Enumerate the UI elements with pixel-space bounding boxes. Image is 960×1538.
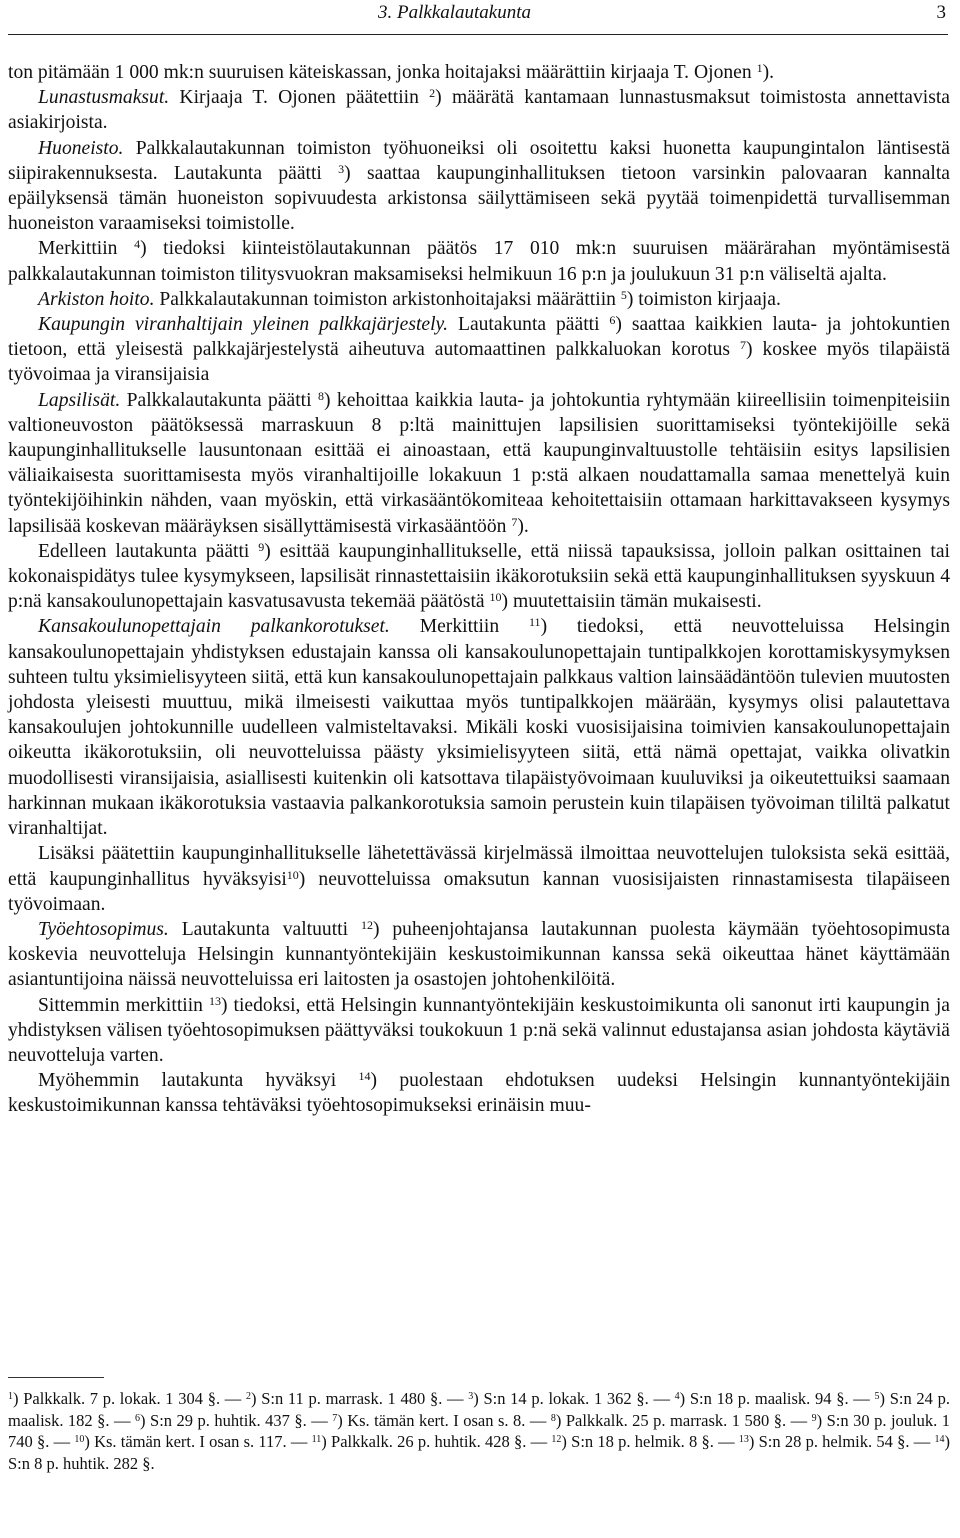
footnote-ref: 1 [8, 1391, 13, 1402]
text-run: Sittemmin merkittiin [38, 994, 209, 1016]
text-run: Palkkalautakunnan toimiston työhuoneiksi oli osoitettu kaksi huonetta kaupungintalon läntisestä siipirakennuksesta. Lautakunta päätti [8, 137, 950, 184]
paragraph [8, 136, 950, 237]
text-run: Palkkalautakunnan toimiston arkistonhoitajaksi määrättiin [154, 288, 621, 310]
text-run: Lautakunta päätti [448, 314, 610, 336]
text-run: ) kehoittaa kaikkia lauta- ja johtokuntia ryhtymään kiireellisiin toimenpiteisiin valtioneuvoston päätöksessä marraskuun 8 p:ltä mainittujen lapsilisien suorittamiseksi työntekijöille sekä kaupunginhallitukselle lausuntonaan esittää ei ainoastaan, että kaupunginvaltuustolle tehtäisiin esitys lapsilisien väliaikaisesta suorittamisesta myös viranhaltijoille lokakuun 1 p:stä alkaen noudattamalla samaa menettelyä kuin työntekijöihinkin nähden, vaan myöskin, että virkasääntökomiteaa kehoitettaisiin ottamaan harkittavakseen kysymys lapsilisää koskevan määräyksen sisällyttämisestä virkasääntöön [8, 389, 950, 537]
footnote-ref: 13 [208, 993, 221, 1008]
paragraph [8, 236, 950, 286]
paragraph [8, 85, 950, 135]
section-heading: Arkiston hoito. [38, 288, 155, 310]
body-text [8, 60, 950, 1119]
text-run: ) esittää kaupunginhallitukselle, että niissä tapauksissa, jolloin palkan osittainen tai kokonaispidätys tulee kysymykseen, lapsilisät rinnastettaisiin ikäkorotuksiin sekä että kaupunginhallituksen syyskuun 4 p:nä kansakoulunopettajain kasvatusavusta tekemää päätöstä [8, 540, 950, 613]
text-run: ) tiedoksi kiinteistölautakunnan päätös 17 010 mk:n suuruisen määrärahan myöntämisestä palkkalautakunnan toimiston tilitysvuokran maksamiseksi helmikuun 16 p:n ja joulukuun 31 p:n väliseltä ajalta. [8, 238, 950, 285]
paragraph [8, 841, 950, 917]
footnote-ref: 10 [74, 1434, 85, 1445]
text-run: ) määrätä kantamaan lunnastusmaksut toimistosta annettavista asiakirjoista. [8, 87, 950, 134]
text-run: ) S:n 11 p. marrask. 1 480 §. — [251, 1389, 469, 1408]
footnote-ref: 7 [740, 338, 746, 353]
section-heading: Lapsilisät. [38, 389, 121, 411]
paragraph [8, 539, 950, 615]
text-run: ) Ks. tämän kert. I osan s. 8. — [337, 1410, 551, 1430]
page-number: 3 [936, 2, 946, 23]
paragraph [8, 614, 950, 841]
text-run: Merkittiin [38, 238, 135, 260]
text-run: ) S:n 30 p. jouluk. 1 740 §. — [8, 1410, 950, 1451]
text-run: ). [517, 515, 529, 537]
footnote-ref: 11 [311, 1434, 322, 1445]
footnote-ref: 10 [286, 867, 299, 882]
text-run: ) muutettaisiin tämän mukaisesti. [501, 591, 762, 613]
section-heading: Työehtosopimus. [38, 918, 169, 940]
text-run: ) saattaa kaikkien lauta- ja johtokuntien tietoon, että yleisestä palkkajärjestelystä aiheutuva automaattinen palkkaluokan korotus [8, 314, 950, 361]
text-run: ) saattaa kaupunginhallituksen tietoon varsinkin palovaaran kannalta epäilyksensä tämän huoneiston sopivuudesta arkistonsa säilyttämiseen sekä pyytää toimenpidettä turvallisemman huoneiston varaamiseksi toimistolle. [8, 162, 950, 235]
paragraph [8, 1068, 950, 1118]
text-run: ) S:n 18 p. helmik. 8 §. — [561, 1432, 739, 1451]
text-run: ). [762, 62, 774, 83]
section-heading: Kaupungin viranhaltijain yleinen palkkajärjestely. [38, 314, 449, 336]
text-run: ) neuvotteluissa omaksutun kannan vuosisijaisten rinnastamisesta tilapäiseen työvoimaan. [8, 868, 951, 915]
footnote-ref: 12 [551, 1434, 562, 1445]
text-run: ) tiedoksi, että neuvotteluissa Helsingin kansakoulunopettajain yhdistyksen edustajain kanssa oli kansakoulunopettajain tuntipalkkojen korottamiskysymyksen suhteen tultu yksimielisyyteen siitä, että kun kansakoulunopettajain palkkaus valtion lainsäädäntöön tulevien muutosten johdosta yleisesti muuttuu, mikä ilmeisesti vaikuttaa myös tuntipalkkojen määrään, kysymys olisi palautettava kansakoulujen johtokunnille uudelleen valmisteltavaksi. Mikäli koski vuosisijaisina toimivien kansakoulunopettajain oikeutta ikäkorotuksiin, oli neuvotteluissa päästy yksimielisyyteen siitä, että nämä opettajat, vaikka olivatkin muodollisesti viransijaisia, asiallisesti kuitenkin oli katsottava tilapäistyövoimaan kuuluviksi ja oikeutettuiksi saamaan harkinnan mukaan ikäkorotuksia vastaavia palkankorotuksia samoin perustein kuin tilapäisen työvoiman tililtä palkatut viranhaltijat. [8, 616, 950, 840]
footnote-ref: 3 [338, 161, 345, 176]
footnote-ref: 8 [550, 1412, 556, 1424]
text-run: ) S:n 24 p. maalisk. 182 §. — [8, 1389, 950, 1430]
footnote-ref: 5 [874, 1391, 880, 1402]
text-run: ton pitämään 1 000 mk:n suuruisen käteiskassan, jonka hoitajaksi määrättiin kirjaaja T. Ojonen [8, 62, 757, 83]
running-title: 3. Palkkalautakunta [378, 2, 532, 23]
footnote-ref: 9 [258, 539, 265, 554]
footnote-ref: 3 [468, 1391, 474, 1402]
footnote-ref: 8 [317, 388, 324, 403]
text-run: ) puolestaan ehdotuksen uudeksi Helsingin kunnantyöntekijäin keskustoimikunnan kanssa tehtäväksi työehtosopimukseksi erinäisin muu- [8, 1070, 950, 1117]
footnote-ref: 7 [511, 514, 518, 529]
paragraph [8, 388, 950, 539]
paragraph [8, 993, 950, 1069]
text-run: ) Ks. tämän kert. I osan s. 117. — [84, 1432, 312, 1451]
text-run: Kirjaaja T. Ojonen päätettiin [169, 87, 430, 109]
text-run: Lisäksi päätettiin kaupunginhallitukselle lähetettävässä kirjelmässä ilmoittaa neuvottelujen tuloksista sekä esittää, että kaupunginhallitus hyväksyisi [8, 843, 950, 890]
section-heading: Lunastusmaksut. [38, 87, 170, 109]
paragraph [8, 312, 950, 388]
text-run: ) Palkkalk. 25 p. marrask. 1 580 §. — [555, 1410, 812, 1430]
footnote-ref: 4 [134, 237, 141, 252]
text-run: Myöhemmin lautakunta hyväksyi [38, 1070, 359, 1092]
paragraph [8, 287, 950, 312]
footnotes [8, 1388, 950, 1474]
footnote-ref: 11 [529, 615, 541, 630]
running-header [8, 0, 948, 35]
text-run: Palkkalautakunta päätti [120, 389, 318, 411]
text-run: ) toimiston kirjaaja. [626, 288, 781, 310]
footnote-ref: 6 [135, 1412, 141, 1424]
text-run: ) S:n 14 p. lokak. 1 362 §. — [473, 1389, 675, 1408]
paragraph [8, 917, 950, 993]
text-run: ) koskee myös tilapäistä työvoimaa ja viransijaisia [8, 339, 950, 386]
text-run: ) S:n 29 p. huhtik. 437 §. — [140, 1410, 333, 1430]
footnote-ref: 12 [360, 917, 373, 932]
footnote-ref: 13 [738, 1434, 749, 1445]
footnote-rule [8, 1377, 104, 1378]
footnote-ref: 1 [756, 61, 763, 75]
footnote-ref: 2 [246, 1391, 251, 1402]
text-run: ) S:n 28 p. helmik. 54 §. — [748, 1432, 935, 1451]
text-run: ) puheenjohtajansa lautakunnan puolesta käymään työehtosopimusta koskevia neuvotteluja Helsingin kunnantyöntekijäin keskustoimikunnan kanssa sekä oikeuttaa hänet käyttämään asiantuntijoina näissä neuvotteluissa eri laitosten ja osastojen johtohenkilöitä. [8, 918, 950, 991]
footnote-ref: 14 [934, 1434, 945, 1445]
text-run: ) S:n 18 p. maalisk. 94 §. — [679, 1389, 875, 1408]
footnote-ref: 14 [358, 1069, 371, 1084]
text-run: ) tiedoksi, että Helsingin kunnantyöntekijäin keskustoimikunta oli sanonut irti kaupungin ja yhdistyksen välisen työehtosopimuksen päättyväksi toukokuun 1 p:nä sekä valinnut edustajansa asian johdosta käytäviä neuvotteluja varten. [8, 994, 950, 1066]
text-run: Edelleen lautakunta päätti [38, 540, 259, 562]
footnote-ref: 2 [429, 86, 436, 101]
footnote-text [8, 1388, 950, 1474]
text-run: Merkittiin [389, 616, 529, 638]
footnote-ref: 4 [674, 1391, 680, 1402]
footnote-ref: 6 [609, 313, 616, 328]
footnote-ref: 7 [332, 1412, 338, 1424]
footnote-ref: 5 [620, 287, 627, 302]
footnote-ref: 9 [811, 1412, 817, 1424]
text-run: ) S:n 8 p. huhtik. 282 §. [8, 1432, 950, 1473]
section-heading: Kansakoulunopettajain palkankorotukset. [38, 616, 390, 638]
section-heading: Huoneisto. [38, 137, 124, 159]
text-run: Lautakunta valtuutti [168, 918, 361, 940]
paragraph [8, 60, 950, 85]
text-run: ) Palkkalk. 26 p. huhtik. 428 §. — [321, 1432, 552, 1451]
footnote-ref: 10 [489, 590, 502, 605]
text-run: ) Palkkalk. 7 p. lokak. 1 304 §. — [13, 1389, 246, 1408]
